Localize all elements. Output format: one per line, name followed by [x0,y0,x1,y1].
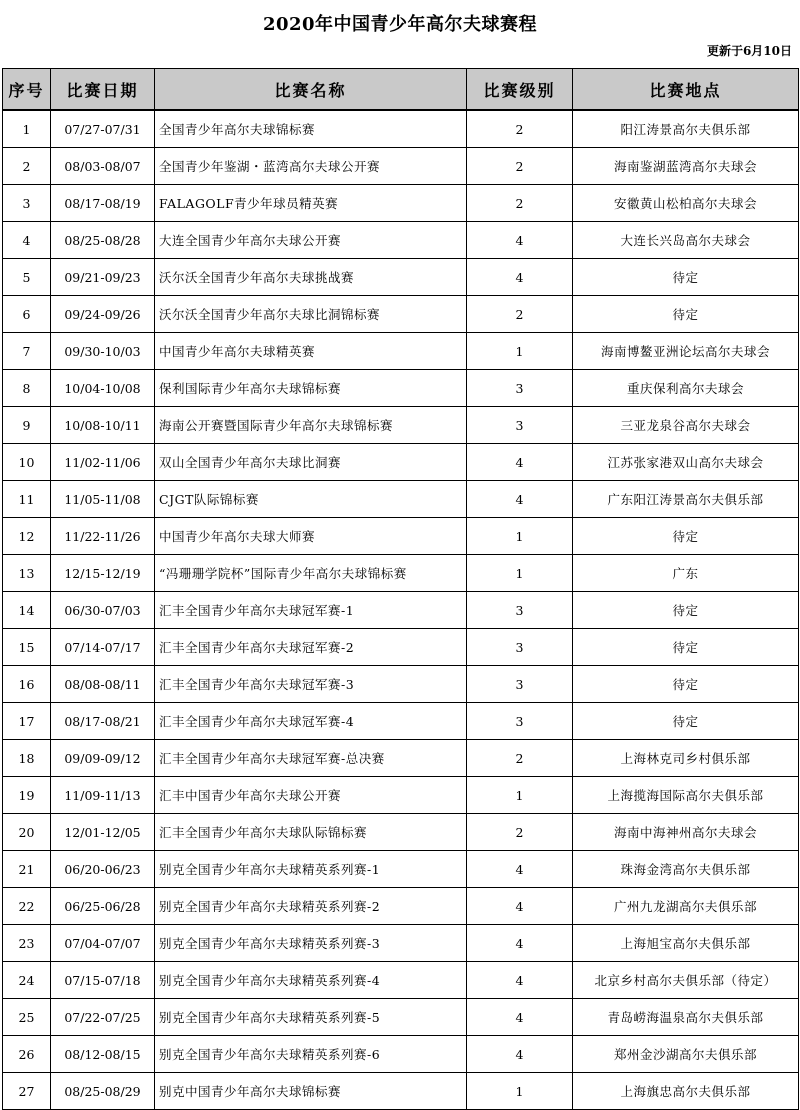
cell-name: 别克全国青少年高尔夫球精英系列赛-5 [155,999,467,1036]
cell-level: 4 [467,851,573,888]
cell-date: 08/17-08/21 [51,703,155,740]
cell-index: 25 [3,999,51,1036]
table-row [3,296,799,333]
cell-venue: 待定 [573,629,799,666]
cell-index: 12 [3,518,51,555]
cell-name: 双山全国青少年高尔夫球比洞赛 [155,444,467,481]
table-row [3,1073,799,1110]
cell-level: 3 [467,703,573,740]
cell-name: 全国青少年高尔夫球锦标赛 [155,110,467,148]
cell-name: 汇丰全国青少年高尔夫球冠军赛-4 [155,703,467,740]
cell-level: 3 [467,370,573,407]
table-row [3,814,799,851]
cell-date: 09/30-10/03 [51,333,155,370]
cell-venue: 待定 [573,666,799,703]
cell-name: 汇丰全国青少年高尔夫球队际锦标赛 [155,814,467,851]
cell-index: 4 [3,222,51,259]
cell-date: 06/30-07/03 [51,592,155,629]
table-row [3,592,799,629]
cell-name: 汇丰全国青少年高尔夫球冠军赛-1 [155,592,467,629]
cell-date: 08/03-08/07 [51,148,155,185]
cell-name: 汇丰全国青少年高尔夫球冠军赛-2 [155,629,467,666]
table-row [3,185,799,222]
cell-name: 别克全国青少年高尔夫球精英系列赛-4 [155,962,467,999]
cell-index: 27 [3,1073,51,1110]
cell-date: 07/22-07/25 [51,999,155,1036]
cell-level: 2 [467,110,573,148]
cell-venue: 海南博鳌亚洲论坛高尔夫球会 [573,333,799,370]
cell-name: 别克全国青少年高尔夫球精英系列赛-3 [155,925,467,962]
cell-venue: 广东阳江涛景高尔夫俱乐部 [573,481,799,518]
table-row [3,999,799,1036]
cell-venue: 待定 [573,703,799,740]
cell-level: 2 [467,296,573,333]
cell-index: 13 [3,555,51,592]
cell-index: 9 [3,407,51,444]
cell-venue: 广州九龙湖高尔夫俱乐部 [573,888,799,925]
table-row [3,407,799,444]
document-title: 2020年中国青少年高尔夫球赛程 [262,14,538,35]
cell-venue: 上海林克司乡村俱乐部 [573,740,799,777]
cell-venue: 海南中海神州高尔夫球会 [573,814,799,851]
cell-index: 7 [3,333,51,370]
cell-level: 2 [467,185,573,222]
cell-level: 4 [467,259,573,296]
cell-index: 17 [3,703,51,740]
header-level: 比赛级别 [467,69,573,111]
table-row [3,481,799,518]
cell-level: 2 [467,148,573,185]
header-venue: 比赛地点 [573,69,799,111]
cell-date: 07/14-07/17 [51,629,155,666]
cell-level: 4 [467,999,573,1036]
cell-venue: 待定 [573,592,799,629]
cell-name: 别克全国青少年高尔夫球精英系列赛-6 [155,1036,467,1073]
cell-date: 09/21-09/23 [51,259,155,296]
table-row [3,222,799,259]
cell-level: 3 [467,592,573,629]
cell-venue: 青岛崂海温泉高尔夫俱乐部 [573,999,799,1036]
cell-name: 沃尔沃全国青少年高尔夫球挑战赛 [155,259,467,296]
cell-level: 2 [467,814,573,851]
cell-date: 12/01-12/05 [51,814,155,851]
cell-index: 20 [3,814,51,851]
cell-name: 保利国际青少年高尔夫球锦标赛 [155,370,467,407]
cell-name: CJGT队际锦标赛 [155,481,467,518]
cell-name: 汇丰全国青少年高尔夫球冠军赛-3 [155,666,467,703]
cell-date: 11/05-11/08 [51,481,155,518]
cell-date: 08/17-08/19 [51,185,155,222]
cell-date: 12/15-12/19 [51,555,155,592]
cell-level: 4 [467,888,573,925]
table-row [3,555,799,592]
cell-index: 19 [3,777,51,814]
cell-level: 1 [467,333,573,370]
cell-level: 3 [467,629,573,666]
cell-venue: 江苏张家港双山高尔夫球会 [573,444,799,481]
cell-index: 1 [3,110,51,148]
cell-date: 11/02-11/06 [51,444,155,481]
cell-venue: 待定 [573,296,799,333]
cell-name: 中国青少年高尔夫球大师赛 [155,518,467,555]
cell-date: 09/09-09/12 [51,740,155,777]
cell-name: 汇丰中国青少年高尔夫球公开赛 [155,777,467,814]
table-row [3,740,799,777]
header-row [3,69,799,111]
cell-venue: 三亚龙泉谷高尔夫球会 [573,407,799,444]
cell-date: 07/27-07/31 [51,110,155,148]
cell-date: 07/15-07/18 [51,962,155,999]
table-row [3,888,799,925]
cell-index: 11 [3,481,51,518]
cell-level: 4 [467,444,573,481]
cell-venue: 待定 [573,259,799,296]
header-index: 序号 [3,69,51,111]
table-row [3,666,799,703]
table-row [3,925,799,962]
cell-venue: 上海旭宝高尔夫俱乐部 [573,925,799,962]
cell-name: 别克全国青少年高尔夫球精英系列赛-2 [155,888,467,925]
cell-level: 3 [467,666,573,703]
cell-venue: 北京乡村高尔夫俱乐部（待定） [573,962,799,999]
cell-venue: 郑州金沙湖高尔夫俱乐部 [573,1036,799,1073]
cell-name: 海南公开赛暨国际青少年高尔夫球锦标赛 [155,407,467,444]
cell-date: 11/09-11/13 [51,777,155,814]
cell-date: 06/25-06/28 [51,888,155,925]
updated-date: 更新于6月10日 [706,44,792,58]
cell-index: 8 [3,370,51,407]
cell-venue: 安徽黄山松柏高尔夫球会 [573,185,799,222]
cell-index: 14 [3,592,51,629]
cell-index: 24 [3,962,51,999]
cell-date: 11/22-11/26 [51,518,155,555]
cell-index: 15 [3,629,51,666]
header-date: 比赛日期 [51,69,155,111]
cell-venue: 海南鉴湖蓝湾高尔夫球会 [573,148,799,185]
table-row [3,518,799,555]
cell-venue: 阳江涛景高尔夫俱乐部 [573,110,799,148]
cell-name: 大连全国青少年高尔夫球公开赛 [155,222,467,259]
cell-venue: 待定 [573,518,799,555]
cell-index: 18 [3,740,51,777]
cell-name: 全国青少年鉴湖・蓝湾高尔夫球公开赛 [155,148,467,185]
cell-date: 08/25-08/28 [51,222,155,259]
cell-date: 09/24-09/26 [51,296,155,333]
header-name: 比赛名称 [155,69,467,111]
cell-index: 6 [3,296,51,333]
table-row [3,851,799,888]
cell-date: 08/25-08/29 [51,1073,155,1110]
table-row [3,110,799,148]
cell-index: 16 [3,666,51,703]
table-row [3,777,799,814]
cell-index: 10 [3,444,51,481]
cell-name: 中国青少年高尔夫球精英赛 [155,333,467,370]
cell-level: 2 [467,740,573,777]
cell-date: 10/04-10/08 [51,370,155,407]
schedule-table [2,68,799,1110]
cell-date: 08/08-08/11 [51,666,155,703]
table-row [3,333,799,370]
cell-date: 06/20-06/23 [51,851,155,888]
cell-index: 3 [3,185,51,222]
cell-venue: 上海旗忠高尔夫俱乐部 [573,1073,799,1110]
cell-venue: 珠海金湾高尔夫俱乐部 [573,851,799,888]
cell-venue: 重庆保利高尔夫球会 [573,370,799,407]
cell-name: 沃尔沃全国青少年高尔夫球比洞锦标赛 [155,296,467,333]
cell-level: 1 [467,1073,573,1110]
cell-level: 1 [467,518,573,555]
cell-index: 22 [3,888,51,925]
cell-date: 07/04-07/07 [51,925,155,962]
cell-level: 1 [467,555,573,592]
table-body [3,110,799,1110]
cell-index: 26 [3,1036,51,1073]
cell-name: 别克全国青少年高尔夫球精英系列赛-1 [155,851,467,888]
cell-index: 23 [3,925,51,962]
table-row [3,148,799,185]
cell-index: 21 [3,851,51,888]
table-row [3,370,799,407]
table-row [3,962,799,999]
cell-name: FALAGOLF青少年球员精英赛 [155,185,467,222]
cell-level: 4 [467,222,573,259]
cell-level: 3 [467,407,573,444]
cell-date: 10/08-10/11 [51,407,155,444]
table-row [3,703,799,740]
cell-venue: 上海揽海国际高尔夫俱乐部 [573,777,799,814]
cell-index: 2 [3,148,51,185]
cell-level: 4 [467,925,573,962]
cell-level: 4 [467,962,573,999]
table-row [3,629,799,666]
cell-venue: 广东 [573,555,799,592]
cell-level: 4 [467,1036,573,1073]
cell-date: 08/12-08/15 [51,1036,155,1073]
cell-index: 5 [3,259,51,296]
cell-name: 别克中国青少年高尔夫球锦标赛 [155,1073,467,1110]
cell-name: “冯珊珊学院杯”国际青少年高尔夫球锦标赛 [155,555,467,592]
cell-name: 汇丰全国青少年高尔夫球冠军赛-总决赛 [155,740,467,777]
table-row [3,259,799,296]
cell-level: 1 [467,777,573,814]
table-row [3,444,799,481]
cell-level: 4 [467,481,573,518]
table-row [3,1036,799,1073]
table-header [3,69,799,111]
cell-venue: 大连长兴岛高尔夫球会 [573,222,799,259]
